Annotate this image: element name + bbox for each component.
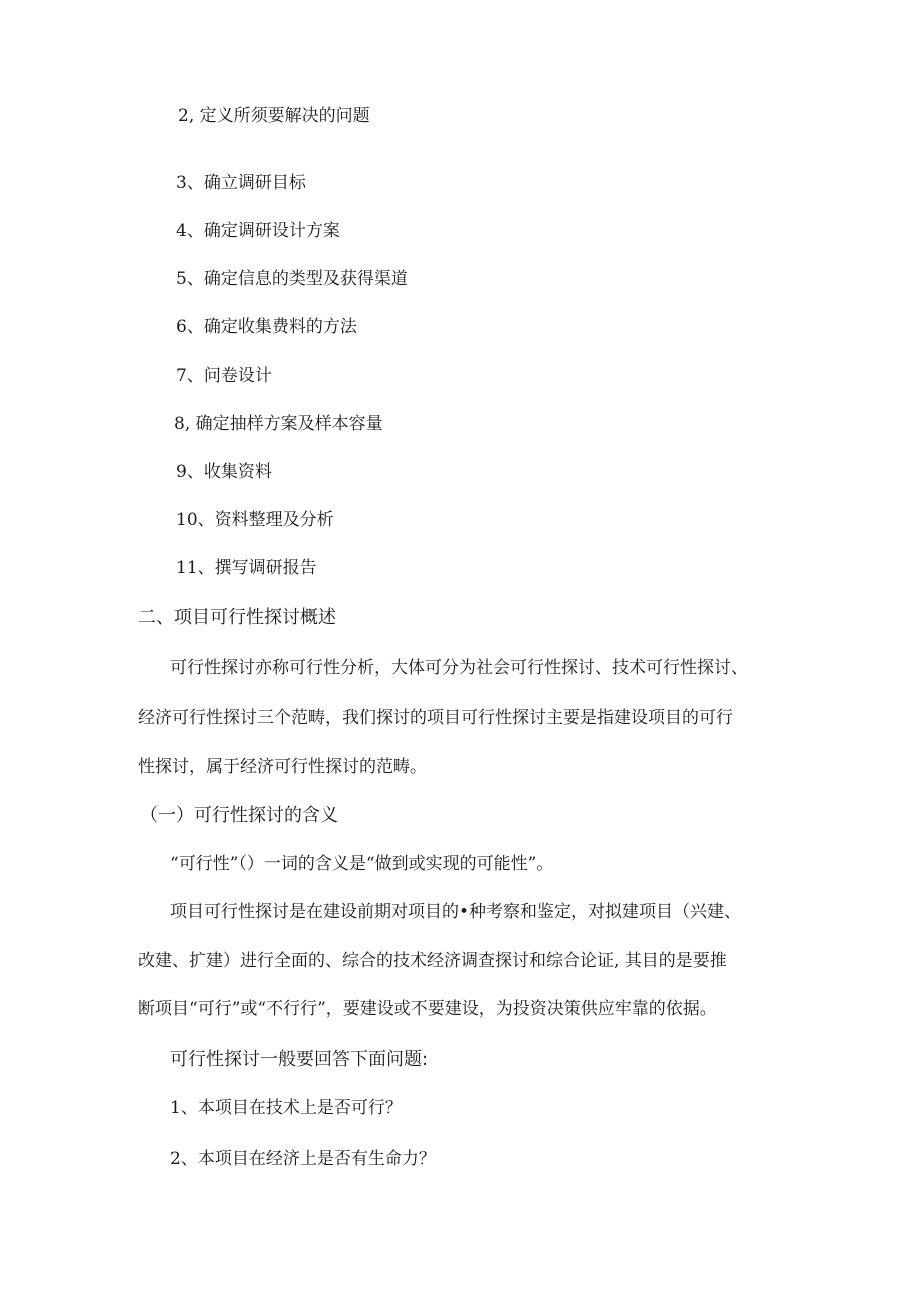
paragraph-line: 经济可行性探讨三个范畴，我们探讨的项目可行性探讨主要是指建设项目的可行 xyxy=(138,708,733,728)
paragraph-line: 可行性探讨亦称可行性分析，大体可分为社会可行性探讨、技术可行性探讨、 xyxy=(170,658,748,678)
step-item: 7、问卷设计 xyxy=(176,366,272,386)
step-item: 11、撰写调研报告 xyxy=(176,558,317,578)
step-item: 6、确定收集费料的方法 xyxy=(176,317,357,337)
paragraph-line: 改建、扩建）进行全面的、综合的技术经济调查探讨和综合论证, 其目的是要推 xyxy=(138,951,727,971)
paragraph-line: 断项目“可行”或“不行行”，要建设或不要建设，为投资决策供应牢靠的依据。 xyxy=(138,999,717,1019)
definition-line: “可行性”（）一词的含义是“做到或实现的可能性”。 xyxy=(170,854,554,874)
step-item: 4、确定调研设计方案 xyxy=(176,221,340,241)
question-item: 2、本项目在经济上是否有生命力？ xyxy=(170,1149,436,1169)
step-item: 2, 定义所须要解决的问题 xyxy=(178,106,370,126)
question-item: 1、本项目在技术上是否可行？ xyxy=(170,1098,402,1118)
section-heading: 二、项目可行性探讨概述 xyxy=(138,607,336,628)
paragraph-line: 性探讨，属于经济可行性探讨的范畴。 xyxy=(138,757,427,777)
subsection-heading: （一）可行性探讨的含义 xyxy=(140,805,338,826)
paragraph-line: 项目可行性探讨是在建设前期对项目的•种考察和鉴定，对拟建项目（兴建、 xyxy=(170,902,742,922)
step-item: 10、资料整理及分析 xyxy=(176,510,334,530)
step-item: 3、确立调研目标 xyxy=(176,173,306,193)
questions-heading: 可行性探讨一般要回答下面问题: xyxy=(170,1049,429,1070)
step-item: 9、收集资料 xyxy=(176,462,272,482)
step-item: 5、确定信息的类型及获得渠道 xyxy=(176,269,408,289)
step-item: 8, 确定抽样方案及样本容量 xyxy=(174,414,383,434)
